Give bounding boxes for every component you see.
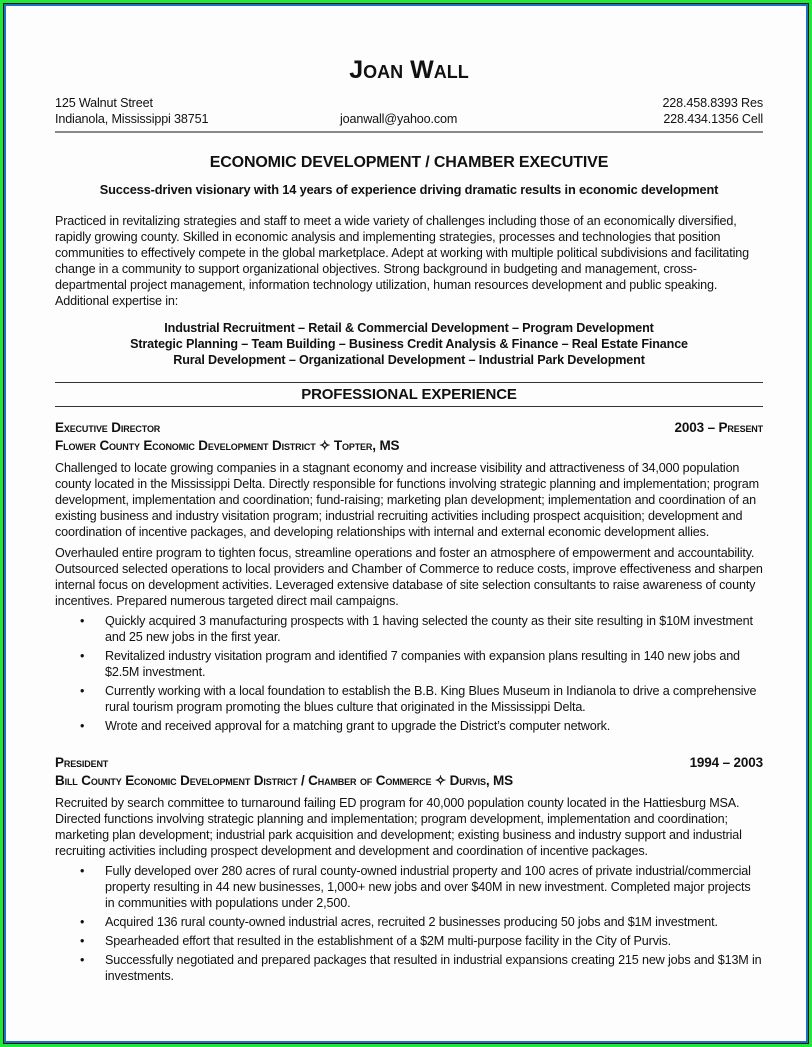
job-title-row [55, 754, 763, 772]
phone-res: 228.458.8393 Res [662, 96, 763, 110]
list-item: • Acquired 136 rural county-owned industrial acres, recruited 2 businesses producing 50 jobs and $1M investment. [80, 915, 718, 929]
bullet-text: Acquired 136 rural county-owned industrial acres, recruited 2 businesses producing 50 jobs and $1M investment. [105, 915, 718, 929]
job-paragraph: Overhauled entire program to tighten focus, streamline operations and foster an atmosphere of empowerment and accountability. Outsourced selected operations to local providers and Chamber of Commerce to reduce costs, improve effectiveness and sharpen internal focus on development activities. Leveraged extensive database of site selection consultants to raise awareness of county incentives. Prepared numerous targeted direct mail campaigns. [55, 546, 763, 608]
list-item: • Wrote and received approval for a matching grant to upgrade the District’s computer network. [80, 719, 611, 733]
bullet-text: Currently working with a local foundation to establish the B.B. King Blues Museum in Indianola to drive a comprehensive rural tourism program promoting the blues culture that originated in the Mississippi Delta. [105, 684, 757, 714]
job-paragraph: Challenged to locate growing companies in a stagnant economy and increase visibility and attractiveness of 34,000 population county located in the Mississippi Delta. Directly responsible for functions involving strategic planning and implementation; program development, implementation and coordination; fund-raising; marketing plan development; implementation and coordination of an existing business and industry visitation program; industrial recruiting activities including prospect acquisition; development and coordination of incentive packages, and developing relationships with internal and external economic development allies. [55, 461, 760, 539]
job-org [55, 437, 763, 455]
address-line-2: Indianola, Mississippi 38751 [55, 112, 209, 126]
bullet-text: Quickly acquired 3 manufacturing prospects with 1 having selected the county as their site resulting in $10M investment and 25 new jobs in the first year. [105, 614, 753, 644]
list-item: • Spearheaded effort that resulted in the establishment of a $2M multi-purpose facility in the City of Purvis. [80, 934, 671, 948]
list-item: • Fully developed over 280 acres of rural county-owned industrial property and 100 acres of private industrial/commercial property resulting in 44 new businesses, 1,000+ new jobs and over $40M in new investment. Completed major projects in communities with populations under 2,500. [80, 864, 751, 910]
job-title: President [55, 755, 109, 770]
job-org-text: Bill County Economic Development District / Chamber of Commerce ✧ Durvis, MS [55, 773, 514, 788]
tagline: Success-driven visionary with 14 years of experience driving dramatic results in economic development [99, 182, 719, 197]
candidate-name: Joan Wall [349, 56, 469, 84]
job-bullets [55, 863, 763, 984]
keywords [55, 320, 763, 368]
email: joanwall@yahoo.com [340, 112, 458, 126]
job-title-row [55, 419, 763, 437]
header-divider [55, 131, 763, 133]
list-item: • Successfully negotiated and prepared packages that resulted in industrial expansions creating 215 new jobs and $13M in investments. [80, 953, 762, 983]
keyword-line: Industrial Recruitment – Retail & Commercial Development – Program Development [164, 321, 654, 335]
job-dates: 1994 – 2003 [689, 755, 763, 770]
bullet-text: Spearheaded effort that resulted in the establishment of a $2M multi-purpose facility in the City of Purvis. [105, 934, 671, 948]
job-bullets [55, 613, 763, 734]
job-title: Executive Director [55, 420, 161, 435]
address-line-1: 125 Walnut Street [55, 96, 153, 110]
summary: Practiced in revitalizing strategies and staff to meet a wide variety of challenges including those of an economically diversified, rapidly growing county. Skilled in economic analysis and implementing strategies, processes and technologies that position communities to effectively compete in the global marketplace. Adept at working with multiple political subdivisions and facilitating change in a community to support organizational objectives. Strong background in budgeting and management, cross-departmental project management, information technology utilization, human resources development and public speaking. Additional expertise in: [55, 214, 749, 308]
section-heading-experience: PROFESSIONAL EXPERIENCE [55, 382, 763, 407]
page-border [3, 3, 809, 1044]
list-item: • Quickly acquired 3 manufacturing prospects with 1 having selected the county as their site resulting in $10M investment and 25 new jobs in the first year. [80, 614, 753, 644]
phone-cell: 228.434.1356 Cell [663, 112, 763, 126]
bullet-text: Successfully negotiated and prepared packages that resulted in industrial expansions creating 215 new jobs and $13M in investments. [105, 953, 762, 983]
job-dates: 2003 – Present [674, 420, 763, 435]
resume-page [6, 6, 806, 1041]
resume-title: ECONOMIC DEVELOPMENT / CHAMBER EXECUTIVE [209, 154, 609, 171]
job-org [55, 772, 763, 790]
bullet-text: Wrote and received approval for a matching grant to upgrade the District’s computer network. [105, 719, 611, 733]
list-item: • Revitalized industry visitation program and identified 7 companies with expansion plans resulting in 140 new jobs and $2.5M investment. [80, 649, 740, 679]
job-org-text: Flower County Economic Development District ✧ Topter, MS [55, 438, 400, 453]
bullet-text: Revitalized industry visitation program and identified 7 companies with expansion plans resulting in 140 new jobs and $2.5M investment. [105, 649, 740, 679]
list-item: • Currently working with a local foundation to establish the B.B. King Blues Museum in Indianola to drive a comprehensive rural tourism program promoting the blues culture that originated in the Mississippi Delta. [80, 684, 757, 714]
job-paragraph: Recruited by search committee to turnaround failing ED program for 40,000 population county located in the Hattiesburg MSA. Directed functions involving strategic planning and implementation; program development, implementation and coordination; marketing plan development; industrial park acquisition and development; existing business and industry support and industrial recruiting activities including prospect development and development and coordination of incentive packages. [55, 796, 742, 858]
keyword-line: Rural Development – Organizational Development – Industrial Park Development [173, 353, 645, 367]
keyword-line: Strategic Planning – Team Building – Business Credit Analysis & Finance – Real Estate Finance [130, 337, 688, 351]
bullet-text: Fully developed over 280 acres of rural county-owned industrial property and 100 acres of private industrial/commercial property resulting in 44 new businesses, 1,000+ new jobs and over $40M in new investment. Completed major projects in communities with populations under 2,500. [105, 864, 751, 910]
